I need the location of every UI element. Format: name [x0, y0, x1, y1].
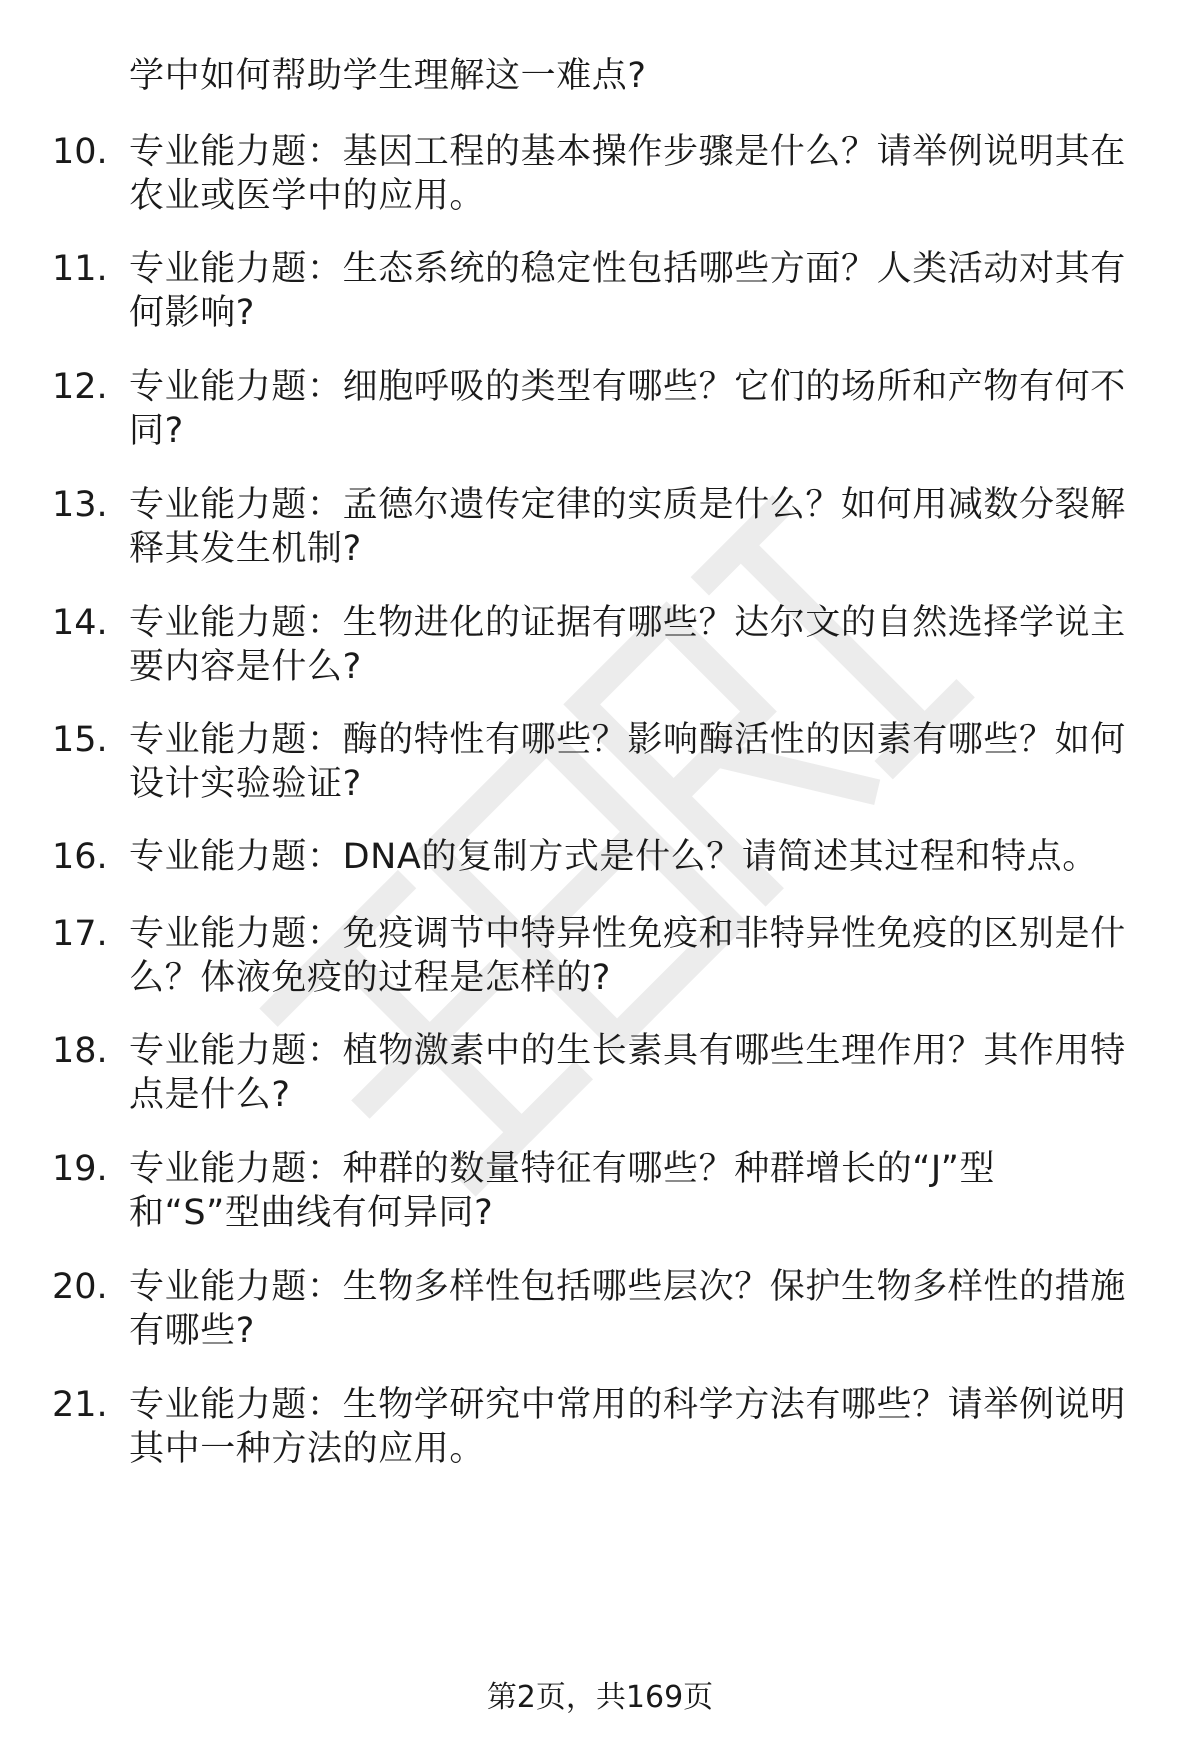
question-number: 14.: [52, 603, 108, 643]
question-line: 专业能力题：细胞呼吸的类型有哪些？它们的场所和产物有何不: [129, 367, 1126, 407]
question-line: 专业能力题：生态系统的稳定性包括哪些方面？人类活动对其有: [129, 249, 1126, 289]
question-line: 专业能力题：生物多样性包括哪些层次？保护生物多样性的措施: [129, 1267, 1126, 1307]
question-number: 15.: [52, 720, 108, 760]
question-line: 点是什么?: [129, 1075, 291, 1115]
question-line: 专业能力题：DNA的复制方式是什么？请简述其过程和特点。: [129, 837, 1098, 877]
question-number: 17.: [52, 914, 108, 954]
question-line: 么？体液免疫的过程是怎样的?: [129, 958, 611, 998]
question-line: 专业能力题：生物进化的证据有哪些？达尔文的自然选择学说主: [129, 603, 1126, 643]
question-line: 释其发生机制?: [129, 529, 362, 569]
question-line: 专业能力题：免疫调节中特异性免疫和非特异性免疫的区别是什: [129, 914, 1126, 954]
question-number: 19.: [52, 1149, 108, 1189]
question-line: 其中一种方法的应用。: [129, 1429, 486, 1469]
question-number: 12.: [52, 367, 108, 407]
question-number: 21.: [52, 1385, 108, 1425]
question-line: 专业能力题：种群的数量特征有哪些？种群增长的“J”型: [129, 1149, 996, 1189]
question-number: 11.: [52, 249, 108, 289]
question-line: 农业或医学中的应用。: [129, 176, 486, 216]
page-footer: 第2页，共169页: [486, 1680, 714, 1715]
question-line: 专业能力题：生物学研究中常用的科学方法有哪些？请举例说明: [129, 1385, 1126, 1425]
question-line: 专业能力题：酶的特性有哪些？影响酶活性的因素有哪些？如何: [129, 720, 1126, 760]
question-number: 20.: [52, 1267, 108, 1307]
question-line: 设计实验验证?: [129, 764, 362, 804]
question-number: 13.: [52, 485, 108, 525]
question-line: 专业能力题：基因工程的基本操作步骤是什么？请举例说明其在: [129, 132, 1126, 172]
question-number: 16.: [52, 837, 108, 877]
question-line: 何影响?: [129, 293, 255, 333]
question-number: 10.: [52, 132, 108, 172]
question-line: 和“S”型曲线有何异同?: [129, 1193, 494, 1233]
continuation-text: 学中如何帮助学生理解这一难点?: [129, 56, 647, 96]
question-line: 要内容是什么?: [129, 647, 362, 687]
question-line: 有哪些?: [129, 1311, 255, 1351]
question-number: 18.: [52, 1031, 108, 1071]
question-line: 专业能力题：孟德尔遗传定律的实质是什么？如何用减数分裂解: [129, 485, 1126, 525]
question-line: 同?: [129, 411, 184, 451]
question-line: 专业能力题：植物激素中的生长素具有哪些生理作用？其作用特: [129, 1031, 1126, 1071]
